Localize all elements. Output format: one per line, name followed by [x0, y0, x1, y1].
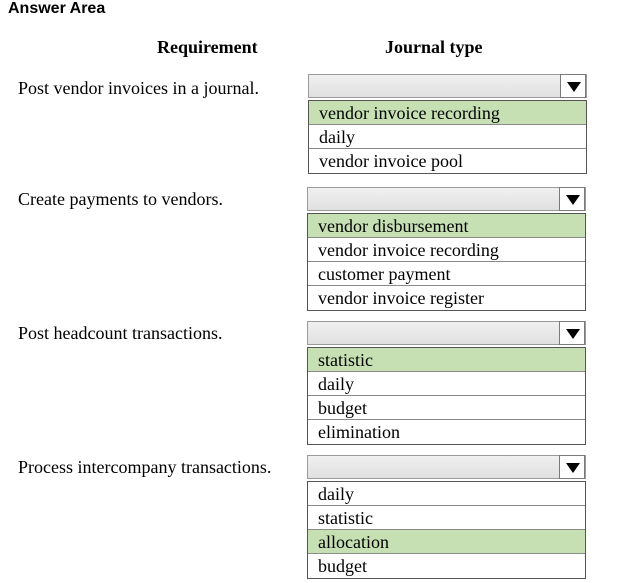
requirement-header: Requirement: [157, 37, 258, 57]
journal-type-dropdown[interactable]: [307, 455, 586, 479]
dropdown-option[interactable]: daily: [308, 372, 585, 396]
requirement-text: Process intercompany transactions.: [18, 457, 272, 477]
dropdown-option[interactable]: allocation: [308, 530, 585, 554]
requirement-text: Post vendor invoices in a journal.: [18, 78, 259, 98]
dropdown-option[interactable]: customer payment: [308, 262, 585, 286]
answer-area-title: Answer Area: [8, 0, 106, 17]
dropdown-option[interactable]: budget: [308, 396, 585, 420]
dropdown-options: [308, 100, 587, 174]
dropdown-options: [307, 213, 586, 311]
dropdown-arrow-icon[interactable]: [559, 455, 585, 479]
dropdown-option[interactable]: elimination: [318, 422, 400, 442]
dropdown-arrow-icon[interactable]: [559, 187, 585, 211]
requirement-text: Post headcount transactions.: [18, 323, 223, 343]
dropdown-option[interactable]: vendor invoice register: [318, 288, 484, 308]
journal-type-header: Journal type: [385, 37, 483, 57]
dropdown-option[interactable]: vendor invoice recording: [308, 238, 585, 262]
journal-type-dropdown[interactable]: [307, 187, 586, 211]
dropdown-option[interactable]: statistic: [308, 348, 585, 372]
dropdown-options: [307, 347, 586, 445]
dropdown-option[interactable]: vendor invoice pool: [319, 151, 463, 171]
dropdown-option[interactable]: budget: [318, 556, 367, 576]
dropdown-option[interactable]: statistic: [308, 506, 585, 530]
dropdown-options: [307, 481, 586, 579]
dropdown-arrow-icon[interactable]: [560, 74, 586, 98]
requirement-text: Create payments to vendors.: [18, 189, 223, 209]
journal-type-dropdown[interactable]: [308, 74, 587, 98]
dropdown-arrow-icon[interactable]: [559, 321, 585, 345]
dropdown-option[interactable]: vendor invoice recording: [309, 101, 586, 125]
dropdown-option[interactable]: vendor disbursement: [308, 214, 585, 238]
dropdown-option[interactable]: daily: [308, 482, 585, 506]
journal-type-dropdown[interactable]: [307, 321, 586, 345]
dropdown-option[interactable]: daily: [309, 125, 586, 149]
